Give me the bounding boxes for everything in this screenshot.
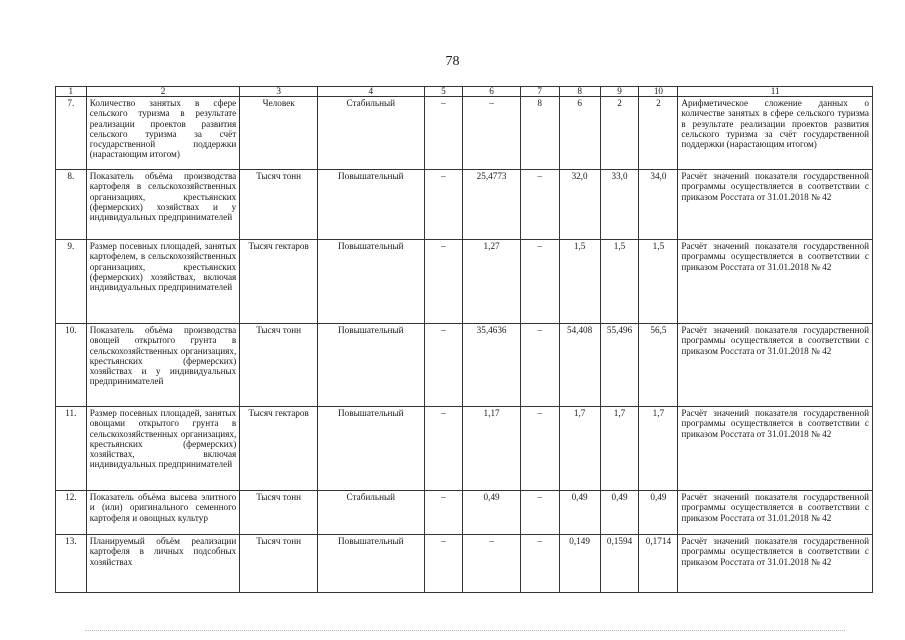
calculation-method: Расчёт значений показателя государственной программы осуществляется в соответствии с приказом Росстата от 31.01.2018 № 42: [678, 170, 873, 240]
table-row: [56, 97, 873, 170]
column-header: 2: [86, 87, 240, 97]
calculation-method: Расчёт значений показателя государственной программы осуществляется в соответствии с приказом Росстата от 31.01.2018 № 42: [678, 240, 873, 324]
value-cell: 1,5: [559, 240, 600, 324]
column-header: 3: [240, 87, 318, 97]
value-cell: 35,4636: [463, 324, 520, 407]
unit-cell: Тысяч гектаров: [240, 240, 318, 324]
column-header: 4: [318, 87, 424, 97]
indicator-type: Повышательный: [318, 407, 424, 491]
table-row: [56, 535, 873, 593]
indicator-type: Стабильный: [318, 97, 424, 170]
unit-cell: Тысяч тонн: [240, 535, 318, 593]
calculation-method: Расчёт значений показателя государственной программы осуществляется в соответствии с приказом Росстата от 31.01.2018 № 42: [678, 407, 873, 491]
indicator-name: Показатель объёма производства овощей открытого грунта в сельскохозяйственных организациях, крестьянских (фермерских) хозяйствах и у индивидуальных предпринимателей: [86, 324, 240, 407]
indicator-name: Количество занятых в сфере сельского туризма в результате реализации проектов развития сельского туризма за счёт государственной поддержки (нарастающим итогом): [86, 97, 240, 170]
column-header: 5: [424, 87, 463, 97]
indicator-name: Размер посевных площадей, занятых овощами открытого грунта в сельскохозяйственных организациях, крестьянских (фермерских) хозяйствах, включая индивидуальных предпринимателей: [86, 407, 240, 491]
indicator-type: Повышательный: [318, 324, 424, 407]
calculation-method: Расчёт значений показателя государственной программы осуществляется в соответствии с приказом Росстата от 31.01.2018 № 42: [678, 491, 873, 535]
unit-cell: Тысяч тонн: [240, 170, 318, 240]
table-row: [56, 491, 873, 535]
value-cell: –: [424, 535, 463, 593]
indicator-name: Планируемый объём реализации картофеля в личных подсобных хозяйствах: [86, 535, 240, 593]
row-number: 7.: [56, 97, 87, 170]
column-header: 8: [559, 87, 600, 97]
value-cell: –: [424, 407, 463, 491]
value-cell: –: [520, 407, 559, 491]
value-cell: –: [520, 240, 559, 324]
value-cell: 8: [520, 97, 559, 170]
column-header: 7: [520, 87, 559, 97]
value-cell: –: [424, 491, 463, 535]
value-cell: 0,49: [600, 491, 639, 535]
value-cell: 0,49: [639, 491, 678, 535]
column-header: 10: [639, 87, 678, 97]
column-header: 11: [678, 87, 873, 97]
value-cell: –: [520, 491, 559, 535]
calculation-method: Арифметическое сложение данных о количестве занятых в сфере сельского туризма в результате реализации проектов развития сельского туризма за счёт государственной поддержки (нарастающим итогом): [678, 97, 873, 170]
unit-cell: Тысяч гектаров: [240, 407, 318, 491]
table-row: [56, 240, 873, 324]
column-header: 1: [56, 87, 87, 97]
value-cell: 1,7: [559, 407, 600, 491]
indicator-type: Повышательный: [318, 535, 424, 593]
value-cell: –: [463, 97, 520, 170]
value-cell: 0,1714: [639, 535, 678, 593]
value-cell: 55,496: [600, 324, 639, 407]
value-cell: 0,49: [559, 491, 600, 535]
value-cell: –: [520, 170, 559, 240]
row-number: 10.: [56, 324, 87, 407]
value-cell: 1,27: [463, 240, 520, 324]
value-cell: –: [520, 535, 559, 593]
table-row: [56, 170, 873, 240]
value-cell: 56,5: [639, 324, 678, 407]
indicator-name: Показатель объёма производства картофеля в сельскохозяйственных организациях, крестьянских (фермерских) хозяйствах и у индивидуальных предпринимателей: [86, 170, 240, 240]
value-cell: 25,4773: [463, 170, 520, 240]
value-cell: 0,149: [559, 535, 600, 593]
indicator-type: Повышательный: [318, 170, 424, 240]
page-number: 78: [445, 54, 460, 69]
column-header: 9: [600, 87, 639, 97]
value-cell: 6: [559, 97, 600, 170]
table-row: [56, 407, 873, 491]
table-row: [56, 324, 873, 407]
footer-divider: [85, 630, 845, 632]
value-cell: 0,49: [463, 491, 520, 535]
value-cell: 0,1594: [600, 535, 639, 593]
column-header: 6: [463, 87, 520, 97]
row-number: 13.: [56, 535, 87, 593]
indicator-table: [55, 86, 873, 593]
value-cell: –: [424, 324, 463, 407]
unit-cell: Тысяч тонн: [240, 324, 318, 407]
value-cell: 1,7: [600, 407, 639, 491]
indicator-type: Стабильный: [318, 491, 424, 535]
row-number: 8.: [56, 170, 87, 240]
value-cell: 2: [639, 97, 678, 170]
value-cell: 1,7: [639, 407, 678, 491]
value-cell: 1,5: [639, 240, 678, 324]
indicator-name: Показатель объёма высева элитного и (или) оригинального семенного картофеля и овощных культур: [86, 491, 240, 535]
value-cell: 33,0: [600, 170, 639, 240]
value-cell: –: [424, 170, 463, 240]
value-cell: 32,0: [559, 170, 600, 240]
value-cell: 54,408: [559, 324, 600, 407]
value-cell: 1,17: [463, 407, 520, 491]
row-number: 11.: [56, 407, 87, 491]
unit-cell: Человек: [240, 97, 318, 170]
row-number: 9.: [56, 240, 87, 324]
value-cell: –: [424, 240, 463, 324]
indicator-name: Размер посевных площадей, занятых картофелем, в сельскохозяйственных организациях, крестьянских (фермерских) хозяйствах, включая индивидуальных предпринимателей: [86, 240, 240, 324]
row-number: 12.: [56, 491, 87, 535]
calculation-method: Расчёт значений показателя государственной программы осуществляется в соответствии с приказом Росстата от 31.01.2018 № 42: [678, 535, 873, 593]
indicator-type: Повышательный: [318, 240, 424, 324]
column-number-row: [56, 87, 873, 97]
value-cell: –: [520, 324, 559, 407]
calculation-method: Расчёт значений показателя государственной программы осуществляется в соответствии с приказом Росстата от 31.01.2018 № 42: [678, 324, 873, 407]
value-cell: –: [424, 97, 463, 170]
value-cell: 34,0: [639, 170, 678, 240]
value-cell: –: [463, 535, 520, 593]
value-cell: 1,5: [600, 240, 639, 324]
value-cell: 2: [600, 97, 639, 170]
unit-cell: Тысяч тонн: [240, 491, 318, 535]
